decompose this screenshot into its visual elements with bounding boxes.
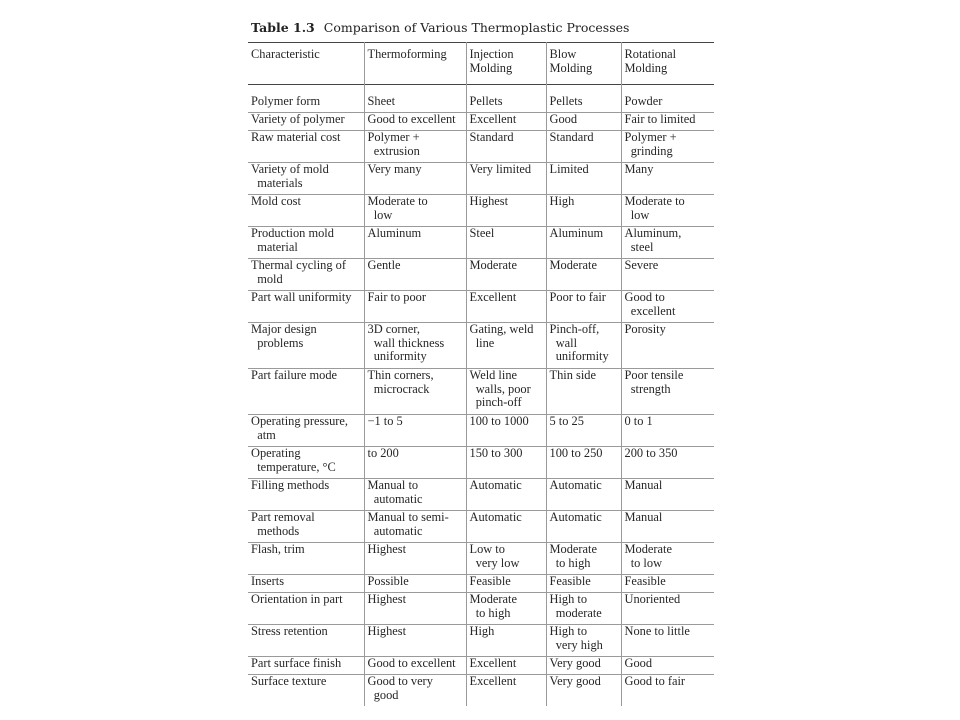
- table-cell: [621, 163, 714, 195]
- cell-line: wall thickness: [367, 335, 445, 350]
- table-cell: [546, 511, 621, 543]
- cell-line: Automatic: [549, 478, 602, 492]
- cell-line: to high: [469, 605, 511, 620]
- table-cell: [621, 447, 714, 479]
- table-cell: [546, 291, 621, 323]
- cell-line: Molding: [624, 60, 668, 75]
- cell-line: Porosity: [624, 322, 666, 336]
- cell-line: 100 to 250: [549, 446, 603, 460]
- cell-line: Excellent: [469, 656, 517, 670]
- cell-line: Stress retention: [251, 624, 328, 638]
- cell-line: Good to: [624, 290, 665, 304]
- table-cell: [621, 511, 714, 543]
- row-characteristic: [248, 291, 364, 323]
- table-body: [248, 85, 714, 707]
- cell-line: moderate: [549, 605, 602, 620]
- row-characteristic: [248, 511, 364, 543]
- cell-line: 0 to 1: [624, 414, 653, 428]
- table-page: [248, 20, 716, 706]
- cell-line: Moderate: [469, 592, 517, 606]
- table-row: [248, 511, 714, 543]
- table-cell: [364, 163, 466, 195]
- cell-line: Polymer +: [624, 130, 677, 144]
- cell-line: Highest: [367, 624, 407, 638]
- cell-line: Polymer +: [367, 130, 420, 144]
- table-cell: [621, 415, 714, 447]
- cell-line: Fair to limited: [624, 112, 696, 126]
- row-characteristic: [248, 131, 364, 163]
- cell-line: 200 to 350: [624, 446, 678, 460]
- table-row: [248, 479, 714, 511]
- table-cell: [546, 369, 621, 415]
- column-header: [248, 43, 364, 85]
- cell-line: Characteristic: [251, 47, 320, 61]
- cell-line: Pellets: [549, 94, 583, 108]
- cell-line: Polymer form: [251, 94, 321, 108]
- row-characteristic: [248, 675, 364, 707]
- table-header: [248, 43, 714, 85]
- cell-line: Excellent: [469, 112, 517, 126]
- table-cell: [546, 95, 621, 113]
- cell-line: Variety of mold: [251, 162, 329, 176]
- table-row: [248, 415, 714, 447]
- cell-line: Blow: [549, 47, 577, 61]
- column-header: [546, 43, 621, 85]
- cell-line: good: [367, 687, 399, 702]
- table-cell: [546, 447, 621, 479]
- cell-line: pinch-off: [469, 395, 522, 409]
- cell-line: grinding: [624, 143, 673, 158]
- table-cell: [466, 323, 546, 369]
- cell-line: very low: [469, 555, 520, 570]
- cell-line: automatic: [367, 491, 423, 506]
- cell-line: Filling methods: [251, 478, 330, 492]
- cell-line: Part surface finish: [251, 656, 342, 670]
- header-row: [248, 43, 714, 85]
- cell-line: Fair to poor: [367, 290, 427, 304]
- cell-line: automatic: [367, 523, 423, 538]
- table-cell: [466, 479, 546, 511]
- cell-line: Good to fair: [624, 674, 686, 688]
- column-header: [364, 43, 466, 85]
- cell-line: low: [367, 207, 393, 222]
- cell-line: None to little: [624, 624, 690, 638]
- cell-line: Part removal: [251, 510, 315, 524]
- table-cell: [466, 95, 546, 113]
- table-row: [248, 593, 714, 625]
- cell-line: Severe: [624, 258, 659, 272]
- comparison-table: [248, 42, 714, 706]
- cell-line: steel: [624, 239, 654, 254]
- table-cell: [364, 291, 466, 323]
- table-cell: [621, 259, 714, 291]
- table-cell: [546, 625, 621, 657]
- cell-line: −1 to 5: [367, 414, 403, 428]
- cell-line: 5 to 25: [549, 414, 584, 428]
- table-row: [248, 369, 714, 415]
- table-row: [248, 259, 714, 291]
- cell-line: Part wall uniformity: [251, 290, 352, 304]
- table-label: Table 1.3: [251, 20, 315, 35]
- table-cell: [466, 163, 546, 195]
- table-cell: [621, 369, 714, 415]
- column-header: [621, 43, 714, 85]
- cell-line: to low: [624, 555, 663, 570]
- cell-line: 100 to 1000: [469, 414, 529, 428]
- cell-line: Injection: [469, 47, 514, 61]
- table-caption: [251, 20, 716, 36]
- table-cell: [546, 259, 621, 291]
- cell-line: Variety of polymer: [251, 112, 345, 126]
- table-cell: [364, 675, 466, 707]
- cell-line: atm: [251, 427, 276, 442]
- table-cell: [364, 131, 466, 163]
- row-characteristic: [248, 593, 364, 625]
- cell-line: Sheet: [367, 94, 396, 108]
- table-cell: [546, 543, 621, 575]
- table-title: Comparison of Various Thermoplastic Processes: [323, 20, 630, 35]
- cell-line: material: [251, 239, 298, 254]
- table-cell: [621, 657, 714, 675]
- table-cell: [466, 511, 546, 543]
- cell-line: low: [624, 207, 650, 222]
- cell-line: 150 to 300: [469, 446, 523, 460]
- cell-line: Good to excellent: [367, 656, 456, 670]
- table-cell: [364, 575, 466, 593]
- cell-line: Operating: [251, 446, 301, 460]
- cell-line: Manual: [624, 478, 663, 492]
- table-cell: [621, 227, 714, 259]
- cell-line: Thermal cycling of: [251, 258, 346, 272]
- cell-line: Very limited: [469, 162, 532, 176]
- table-cell: [546, 227, 621, 259]
- table-cell: [621, 95, 714, 113]
- cell-line: Flash, trim: [251, 542, 305, 556]
- table-cell: [621, 323, 714, 369]
- cell-line: Orientation in part: [251, 592, 343, 606]
- table-cell: [621, 195, 714, 227]
- table-cell: [364, 447, 466, 479]
- table-cell: [546, 415, 621, 447]
- cell-line: Manual to semi-: [367, 510, 449, 524]
- table-cell: [546, 163, 621, 195]
- cell-line: Weld line: [469, 368, 518, 382]
- table-cell: [364, 259, 466, 291]
- table-cell: [621, 291, 714, 323]
- cell-line: Standard: [469, 130, 514, 144]
- cell-line: Major design: [251, 322, 317, 336]
- cell-line: Many: [624, 162, 654, 176]
- cell-line: microcrack: [367, 381, 430, 396]
- cell-line: line: [469, 335, 495, 350]
- cell-line: Automatic: [469, 510, 522, 524]
- cell-line: Thin corners,: [367, 368, 434, 382]
- table-cell: [364, 227, 466, 259]
- table-row: [248, 227, 714, 259]
- cell-line: Poor to fair: [549, 290, 606, 304]
- table-cell: [546, 657, 621, 675]
- row-characteristic: [248, 113, 364, 131]
- cell-line: Very good: [549, 656, 601, 670]
- row-characteristic: [248, 95, 364, 113]
- cell-line: Pinch-off,: [549, 322, 600, 336]
- table-cell: [466, 131, 546, 163]
- row-characteristic: [248, 657, 364, 675]
- cell-line: Molding: [549, 60, 593, 75]
- table-row: [248, 675, 714, 707]
- row-characteristic: [248, 163, 364, 195]
- cell-line: Gentle: [367, 258, 401, 272]
- table-cell: [546, 593, 621, 625]
- cell-line: Moderate to: [367, 194, 428, 208]
- column-header: [466, 43, 546, 85]
- cell-line: Part failure mode: [251, 368, 338, 382]
- table-row: [248, 543, 714, 575]
- row-characteristic: [248, 415, 364, 447]
- table-row: [248, 291, 714, 323]
- row-characteristic: [248, 323, 364, 369]
- table-cell: [621, 131, 714, 163]
- table-cell: [364, 511, 466, 543]
- table-cell: [364, 369, 466, 415]
- table-cell: [621, 625, 714, 657]
- cell-line: extrusion: [367, 143, 420, 158]
- table-cell: [364, 415, 466, 447]
- cell-line: Moderate: [469, 258, 517, 272]
- cell-line: strength: [624, 381, 671, 396]
- cell-line: Possible: [367, 574, 409, 588]
- table-cell: [466, 369, 546, 415]
- cell-line: Manual to: [367, 478, 419, 492]
- table-row: [248, 323, 714, 369]
- table-cell: [621, 113, 714, 131]
- cell-line: Good to excellent: [367, 112, 456, 126]
- table-row: [248, 447, 714, 479]
- table-cell: [364, 543, 466, 575]
- cell-line: Very good: [549, 674, 601, 688]
- table-cell: [364, 113, 466, 131]
- table-cell: [364, 657, 466, 675]
- cell-line: High: [549, 194, 575, 208]
- table-cell: [466, 657, 546, 675]
- table-cell: [546, 195, 621, 227]
- cell-line: methods: [251, 523, 300, 538]
- table-cell: [466, 447, 546, 479]
- cell-line: problems: [251, 335, 304, 350]
- cell-line: Moderate: [549, 258, 597, 272]
- cell-line: uniformity: [549, 349, 609, 363]
- cell-line: Good to very: [367, 674, 433, 688]
- row-characteristic: [248, 369, 364, 415]
- cell-line: Very many: [367, 162, 422, 176]
- cell-line: to 200: [367, 446, 399, 460]
- table-cell: [364, 323, 466, 369]
- cell-line: Automatic: [469, 478, 522, 492]
- cell-line: Aluminum: [367, 226, 422, 240]
- row-characteristic: [248, 575, 364, 593]
- cell-line: Automatic: [549, 510, 602, 524]
- cell-line: to high: [549, 555, 591, 570]
- table-cell: [546, 575, 621, 593]
- table-cell: [466, 575, 546, 593]
- cell-line: Manual: [624, 510, 663, 524]
- cell-line: High to: [549, 592, 588, 606]
- table-cell: [466, 113, 546, 131]
- cell-line: temperature, °C: [251, 459, 336, 474]
- row-characteristic: [248, 625, 364, 657]
- table-cell: [621, 575, 714, 593]
- row-characteristic: [248, 227, 364, 259]
- table-row: [248, 657, 714, 675]
- cell-line: 3D corner,: [367, 322, 420, 336]
- cell-line: Unoriented: [624, 592, 681, 606]
- table-cell: [466, 543, 546, 575]
- table-cell: [466, 593, 546, 625]
- cell-line: Operating pressure,: [251, 414, 349, 428]
- cell-line: Powder: [624, 94, 663, 108]
- cell-line: Surface texture: [251, 674, 327, 688]
- cell-line: Highest: [367, 542, 407, 556]
- cell-line: Feasible: [549, 574, 591, 588]
- table-row: [248, 95, 714, 113]
- cell-line: Production mold: [251, 226, 334, 240]
- cell-line: Aluminum,: [624, 226, 682, 240]
- table-cell: [466, 291, 546, 323]
- cell-line: Raw material cost: [251, 130, 341, 144]
- table-row: [248, 163, 714, 195]
- cell-line: mold: [251, 271, 283, 286]
- cell-line: Excellent: [469, 674, 517, 688]
- table-cell: [546, 323, 621, 369]
- cell-line: Pellets: [469, 94, 503, 108]
- cell-line: Rotational: [624, 47, 677, 61]
- cell-line: Feasible: [469, 574, 511, 588]
- cell-line: Gating, weld: [469, 322, 534, 336]
- table-row: [248, 625, 714, 657]
- cell-line: very high: [549, 637, 603, 652]
- cell-line: Moderate: [624, 542, 672, 556]
- cell-line: Moderate to: [624, 194, 685, 208]
- cell-line: Inserts: [251, 574, 285, 588]
- cell-line: Feasible: [624, 574, 666, 588]
- table-cell: [364, 195, 466, 227]
- cell-line: Moderate: [549, 542, 597, 556]
- table-row: [248, 575, 714, 593]
- table-cell: [364, 625, 466, 657]
- cell-line: excellent: [624, 303, 676, 318]
- table-row: [248, 195, 714, 227]
- row-characteristic: [248, 479, 364, 511]
- cell-line: walls, poor: [469, 381, 531, 396]
- cell-line: Highest: [367, 592, 407, 606]
- table-cell: [466, 195, 546, 227]
- table-cell: [546, 479, 621, 511]
- cell-line: Thermoforming: [367, 47, 447, 61]
- table-cell: [364, 479, 466, 511]
- table-cell: [466, 227, 546, 259]
- table-cell: [621, 479, 714, 511]
- cell-line: Excellent: [469, 290, 517, 304]
- table-row: [248, 131, 714, 163]
- row-characteristic: [248, 543, 364, 575]
- cell-line: Limited: [549, 162, 589, 176]
- cell-line: uniformity: [367, 349, 427, 363]
- cell-line: Good: [624, 656, 653, 670]
- table-cell: [466, 415, 546, 447]
- cell-line: Good: [549, 112, 578, 126]
- table-cell: [364, 593, 466, 625]
- cell-line: Low to: [469, 542, 505, 556]
- row-characteristic: [248, 195, 364, 227]
- cell-line: Molding: [469, 60, 513, 75]
- table-cell: [546, 131, 621, 163]
- table-cell: [364, 95, 466, 113]
- cell-line: Standard: [549, 130, 594, 144]
- row-characteristic: [248, 447, 364, 479]
- table-cell: [621, 543, 714, 575]
- table-cell: [621, 675, 714, 707]
- cell-line: Aluminum: [549, 226, 604, 240]
- cell-line: Highest: [469, 194, 509, 208]
- table-cell: [546, 675, 621, 707]
- cell-line: Mold cost: [251, 194, 301, 208]
- table-cell: [621, 593, 714, 625]
- table-cell: [546, 113, 621, 131]
- table-cell: [466, 625, 546, 657]
- table-cell: [466, 675, 546, 707]
- cell-line: Poor tensile: [624, 368, 684, 382]
- cell-line: materials: [251, 175, 303, 190]
- table-cell: [466, 259, 546, 291]
- cell-line: wall: [549, 335, 578, 350]
- table-row: [248, 113, 714, 131]
- cell-line: Steel: [469, 226, 495, 240]
- cell-line: High: [469, 624, 495, 638]
- row-characteristic: [248, 259, 364, 291]
- cell-line: High to: [549, 624, 588, 638]
- cell-line: Thin side: [549, 368, 596, 382]
